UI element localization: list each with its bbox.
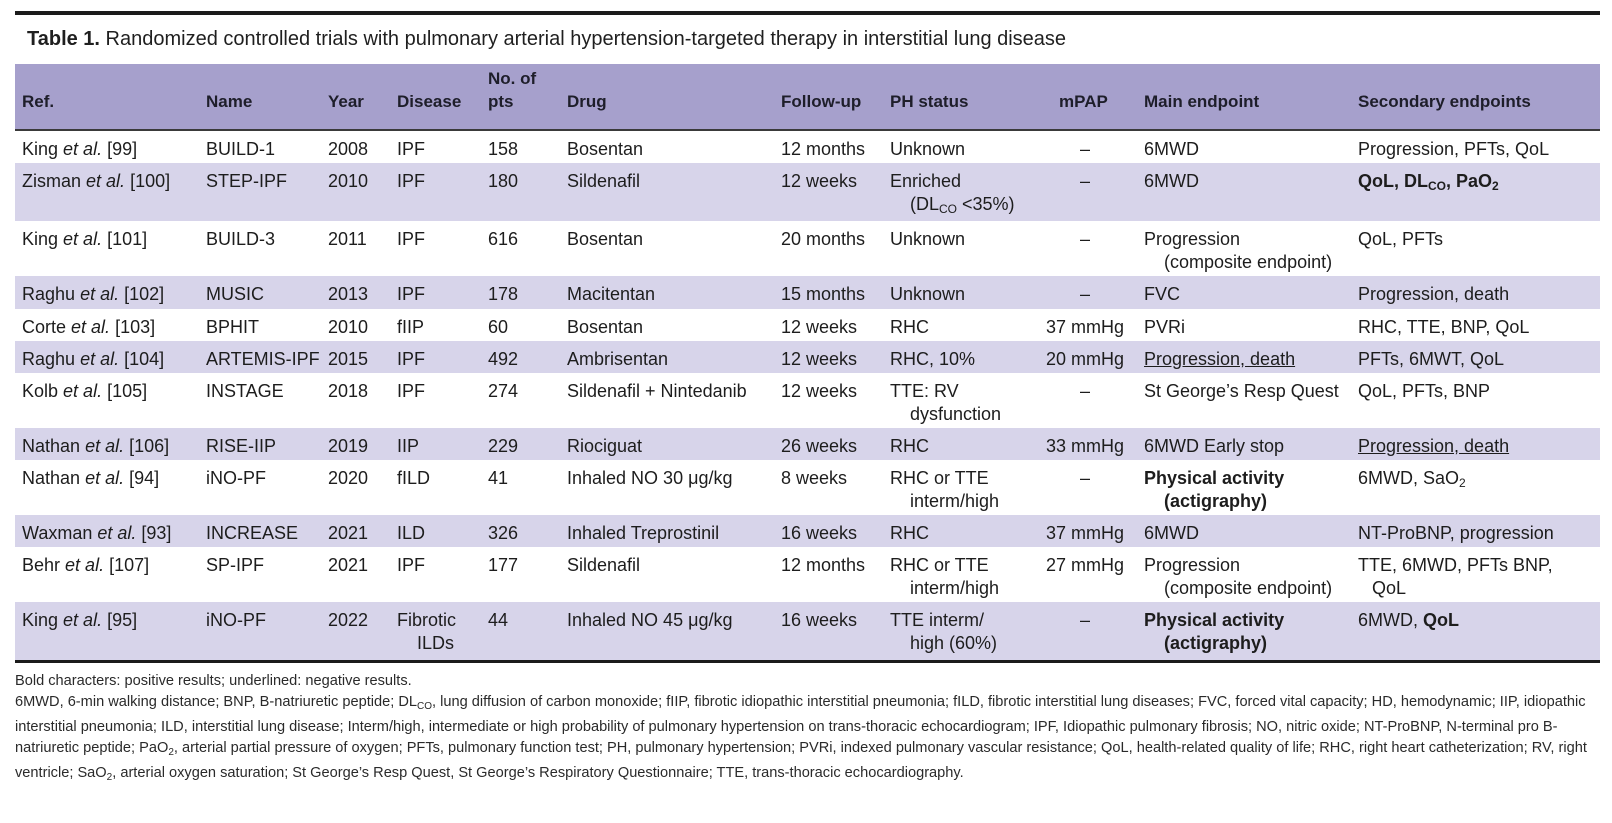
cell-drug: Bosentan (567, 317, 644, 337)
cell-ref: Waxman et al. [93] (22, 523, 172, 543)
cell-name: RISE-IIP (206, 436, 277, 456)
cell-ph-status: TTE: RV dysfunction (890, 381, 1002, 424)
cell-ph-status: RHC or TTE interm/high (890, 555, 1000, 598)
cell-drug: Sildenafil (567, 171, 641, 191)
cell-name: STEP-IPF (206, 171, 288, 191)
cell-name: MUSIC (206, 284, 264, 304)
cell-followup: 12 months (781, 555, 866, 575)
cell-ref: Kolb et al. [105] (22, 381, 148, 401)
cell-pts: 616 (488, 229, 519, 249)
cell-disease: fILD (397, 468, 431, 488)
cell-followup: 8 weeks (781, 468, 848, 488)
cell-disease: fIIP (397, 317, 425, 337)
cell-year: 2020 (328, 468, 369, 488)
footnote-abbreviations: 6MWD, 6-min walking distance; BNP, B-natriuretic peptide; $DL_{CO}$, lung diffusion of carbon monoxide; fIIP, fibrotic idiopathic interstitial pneumonia; fILD, fibrotic interstitial lung diseases; FVC, forced vital capacity; HD, hemodynamic; IIP, idiopathic interstitial pneumonia; ILD, interstitial lung disease; Interm/high, intermediate or high probability of pulmonary hypertension on trans-thoracic echocardiogram; IPF, Idiopathic pulmonary fibrosis; NO, nitric oxide; NT-ProBNP, N-terminal pro B-natriuretic peptide; PaO$_2$, arterial partial pressure of oxygen; PFTs, pulmonary function test; PH, pulmonary hypertension; PVRi, indexed pulmonary vascular resistance; QoL, health-related quality of life; RHC, right heart catheterization; RV, right ventricle; SaO$_2$, arterial oxygen saturation; St George’s Resp Quest, St George’s Respiratory Questionnaire; TTE, trans-thoracic echocardiography. (15, 694, 1587, 783)
cell-secondary-endpoints: Progression, death (1358, 436, 1510, 456)
cell-name: BUILD-1 (206, 139, 276, 159)
cell-followup: 12 weeks (781, 381, 858, 401)
cell-disease: IPF (397, 349, 426, 369)
cell-ph-status: Enriched $(DL_{CO} <35\%)$ (890, 171, 1015, 216)
cell-pts: 229 (488, 436, 519, 456)
cell-main-endpoint: 6MWD (1144, 523, 1199, 543)
header-mpap: mPAP (1059, 92, 1108, 111)
cell-ref: Behr et al. [107] (22, 555, 150, 575)
header-followup: Follow-up (781, 92, 862, 111)
table-row (15, 221, 1600, 276)
cell-ph-status: RHC or TTE interm/high (890, 468, 1000, 511)
cell-disease: IPF (397, 555, 426, 575)
footnote-legend: Bold characters: positive results; underlined: negative results. (15, 673, 412, 689)
cell-year: 2015 (328, 349, 369, 369)
cell-disease: IPF (397, 381, 426, 401)
cell-secondary-endpoints: RHC, TTE, BNP, QoL (1358, 317, 1530, 337)
cell-main-endpoint: 6MWD Early stop (1144, 436, 1285, 456)
cell-main-endpoint: Physical activity (actigraphy) (1144, 468, 1285, 511)
cell-followup: 12 weeks (781, 171, 858, 191)
cell-ph-status: RHC, 10% (890, 349, 976, 369)
cell-ph-status: RHC (890, 317, 929, 337)
cell-secondary-endpoints: QoL, PFTs (1358, 229, 1444, 249)
cell-pts: 158 (488, 139, 519, 159)
cell-ph-status: RHC (890, 436, 929, 456)
cell-year: 2019 (328, 436, 369, 456)
cell-ph-status: TTE interm/ high (60%) (890, 610, 998, 653)
cell-secondary-endpoints: QoL, PFTs, BNP (1358, 381, 1491, 401)
cell-drug: Ambrisentan (567, 349, 669, 369)
cell-ref: Zisman et al. [100] (22, 171, 171, 191)
header-row (15, 64, 1600, 130)
cell-main-endpoint: 6MWD (1144, 139, 1199, 159)
cell-year: 2008 (328, 139, 369, 159)
table-row (15, 428, 1600, 460)
cell-main-endpoint: Progression, death (1144, 349, 1296, 369)
cell-secondary-endpoints: PFTs, 6MWT, QoL (1358, 349, 1505, 369)
caption-text: Randomized controlled trials with pulmonary arterial hypertension-targeted therapy in interstitial lung disease (100, 28, 1067, 50)
cell-disease: IIP (397, 436, 420, 456)
cell-mpap: – (1079, 610, 1090, 630)
cell-mpap: – (1079, 229, 1090, 249)
table-row (15, 341, 1600, 373)
cell-year: 2022 (328, 610, 369, 630)
cell-followup: 26 weeks (781, 436, 858, 456)
cell-name: INCREASE (206, 523, 299, 543)
cell-disease: IPF (397, 284, 426, 304)
cell-followup: 12 weeks (781, 317, 858, 337)
cell-ref: Raghu et al. [104] (22, 349, 165, 369)
cell-ph-status: Unknown (890, 139, 966, 159)
header-ph-status: PH status (890, 92, 969, 111)
cell-disease: ILD (397, 523, 426, 543)
header-name: Name (206, 92, 253, 111)
cell-pts: 492 (488, 349, 519, 369)
cell-drug: Inhaled Treprostinil (567, 523, 720, 543)
cell-pts: 326 (488, 523, 519, 543)
cell-disease: Fibrotic ILDs (397, 610, 457, 653)
cell-main-endpoint: Progression (composite endpoint) (1144, 555, 1333, 598)
cell-name: SP-IPF (206, 555, 265, 575)
cell-pts: 178 (488, 284, 519, 304)
table-row (15, 515, 1600, 547)
cell-secondary-endpoints: 6MWD, SaO$_2$ (1358, 468, 1466, 490)
cell-ref: Nathan et al. [94] (22, 468, 160, 488)
cell-ref: King et al. [101] (22, 229, 148, 249)
cell-main-endpoint: Progression (composite endpoint) (1144, 229, 1333, 272)
cell-name: iNO-PF (206, 468, 266, 488)
cell-year: 2021 (328, 523, 369, 543)
table-row (15, 460, 1600, 515)
cell-name: iNO-PF (206, 610, 266, 630)
header-ref: Ref. (22, 92, 55, 111)
cell-name: BPHIT (206, 317, 260, 337)
cell-pts: 41 (488, 468, 509, 488)
cell-mpap: – (1079, 139, 1090, 159)
cell-main-endpoint: FVC (1144, 284, 1180, 304)
cell-drug: Bosentan (567, 139, 644, 159)
cell-year: 2011 (328, 229, 367, 249)
cell-mpap: – (1079, 284, 1090, 304)
cell-disease: IPF (397, 171, 426, 191)
header-main-endpoint: Main endpoint (1144, 92, 1260, 111)
cell-drug: Inhaled NO 45 μg/kg (567, 610, 733, 630)
cell-followup: 15 months (781, 284, 866, 304)
cell-year: 2013 (328, 284, 369, 304)
cell-secondary-endpoints: 6MWD, QoL (1358, 610, 1459, 630)
cell-mpap: – (1079, 381, 1090, 401)
cell-secondary-endpoints: NT-ProBNP, progression (1358, 523, 1554, 543)
table-row (15, 276, 1600, 309)
cell-followup: 16 weeks (781, 610, 858, 630)
cell-pts: 60 (488, 317, 509, 337)
cell-drug: Macitentan (567, 284, 656, 304)
cell-drug: Sildenafil (567, 555, 641, 575)
cell-ref: Raghu et al. [102] (22, 284, 165, 304)
header-disease: Disease (397, 92, 462, 111)
cell-ref: King et al. [99] (22, 139, 138, 159)
cell-secondary-endpoints: TTE, 6MWD, PFTs BNP, QoL (1358, 555, 1553, 598)
cell-ph-status: RHC (890, 523, 929, 543)
table-row (15, 373, 1600, 428)
header-secondary-endpoints: Secondary endpoints (1358, 92, 1531, 111)
table-row (15, 309, 1600, 341)
cell-secondary-endpoints: QoL, $DL_{CO}$, PaO$_2$ (1358, 171, 1499, 193)
trials-table (15, 64, 1600, 660)
cell-year: 2021 (328, 555, 369, 575)
cell-ref: King et al. [95] (22, 610, 138, 630)
table-row (15, 602, 1600, 660)
cell-main-endpoint: St George’s Resp Quest (1144, 381, 1339, 401)
cell-pts: 44 (488, 610, 509, 630)
header-year: Year (328, 92, 364, 111)
table-row (15, 130, 1600, 163)
header-drug: Drug (567, 92, 607, 111)
cell-mpap: – (1079, 171, 1090, 191)
table-footnotes (15, 663, 1595, 788)
header-pts: No. of pts (488, 69, 537, 111)
cell-main-endpoint: 6MWD (1144, 171, 1199, 191)
cell-year: 2010 (328, 317, 369, 337)
cell-disease: IPF (397, 229, 426, 249)
cell-followup: 12 months (781, 139, 866, 159)
cell-secondary-endpoints: Progression, PFTs, QoL (1358, 139, 1550, 159)
cell-year: 2018 (328, 381, 369, 401)
cell-mpap: 37 mmHg (1045, 523, 1125, 543)
cell-name: INSTAGE (206, 381, 284, 401)
caption-label: Table 1. (27, 28, 100, 50)
table-row (15, 163, 1600, 221)
cell-drug: Bosentan (567, 229, 644, 249)
cell-mpap: – (1079, 468, 1090, 488)
table-row (15, 547, 1600, 602)
table-figure (15, 0, 1600, 788)
cell-pts: 177 (488, 555, 519, 575)
cell-pts: 274 (488, 381, 519, 401)
cell-ref: Nathan et al. [106] (22, 436, 170, 456)
cell-drug: Riociguat (567, 436, 643, 456)
cell-name: BUILD-3 (206, 229, 276, 249)
cell-main-endpoint: PVRi (1144, 317, 1186, 337)
cell-ref: Corte et al. [103] (22, 317, 156, 337)
cell-drug: Inhaled NO 30 μg/kg (567, 468, 733, 488)
cell-name: ARTEMIS-IPF (206, 349, 320, 369)
cell-mpap: 20 mmHg (1045, 349, 1125, 369)
cell-year: 2010 (328, 171, 369, 191)
cell-followup: 16 weeks (781, 523, 858, 543)
table-caption (15, 15, 1600, 64)
cell-disease: IPF (397, 139, 426, 159)
cell-ph-status: Unknown (890, 284, 966, 304)
cell-main-endpoint: Physical activity (actigraphy) (1144, 610, 1285, 653)
cell-mpap: 27 mmHg (1045, 555, 1125, 575)
cell-ph-status: Unknown (890, 229, 966, 249)
cell-pts: 180 (488, 171, 519, 191)
cell-drug: Sildenafil + Nintedanib (567, 381, 747, 401)
cell-followup: 20 months (781, 229, 866, 249)
cell-mpap: 33 mmHg (1045, 436, 1125, 456)
cell-secondary-endpoints: Progression, death (1358, 284, 1510, 304)
cell-mpap: 37 mmHg (1045, 317, 1125, 337)
cell-followup: 12 weeks (781, 349, 858, 369)
